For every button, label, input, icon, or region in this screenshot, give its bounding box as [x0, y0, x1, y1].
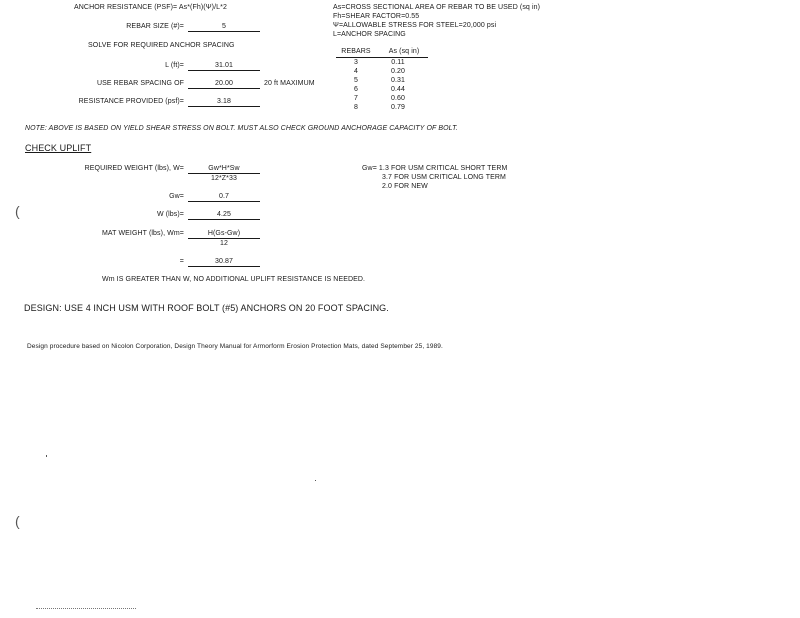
table-row	[336, 94, 428, 103]
l-label: L (ft)=	[165, 62, 184, 69]
gw-option-2: 3.7 FOR USM CRITICAL LONG TERM	[382, 174, 506, 181]
use-spacing-label: USE REBAR SPACING OF	[96, 80, 184, 87]
required-weight-denominator: 12*Z*33	[211, 175, 237, 182]
rebar-area: 0.31	[390, 77, 406, 84]
use-spacing-note: 20 ft MAXIMUM	[264, 80, 315, 87]
legend-l: L=ANCHOR SPACING	[333, 31, 406, 38]
design-reference: Design procedure based on Nicolon Corporation, Design Theory Manual for Armorform Erosion Protection Mats, dated September 25, 1989.	[27, 343, 443, 350]
rebar-col-header: REBARS	[341, 48, 371, 55]
scan-mark-bottom: (	[15, 513, 20, 529]
gw-option-3: 2.0 FOR NEW	[382, 183, 428, 190]
scan-dot	[46, 455, 47, 457]
table-row	[336, 85, 428, 94]
mat-weight-numerator: H(Gs-Gw)	[188, 229, 260, 239]
rebar-table	[336, 47, 428, 112]
legend-psi: Ψ=ALLOWABLE STRESS FOR STEEL=20,000 psi	[333, 22, 497, 29]
legend-fh: Fh=SHEAR FACTOR=0.55	[333, 13, 420, 20]
table-row	[336, 76, 428, 85]
l-value: 31.01	[188, 61, 260, 71]
gw-option-1: Gw= 1.3 FOR USM CRITICAL SHORT TERM	[362, 165, 508, 172]
rebar-area: 0.11	[391, 59, 405, 66]
table-row	[336, 103, 428, 112]
uplift-conclusion: Wm IS GREATER THAN W, NO ADDITIONAL UPLIFT RESISTANCE IS NEEDED.	[102, 276, 366, 283]
table-row	[336, 58, 428, 67]
scan-dot-2	[315, 480, 316, 481]
rebar-number: 6	[354, 86, 358, 93]
legend-as: As=CROSS SECTIONAL AREA OF REBAR TO BE USED (sq in)	[333, 4, 541, 11]
rebar-number: 5	[354, 77, 358, 84]
gw-value: 0.7	[188, 192, 260, 202]
rebar-area: 0.44	[390, 86, 406, 93]
design-statement: DESIGN: USE 4 INCH USM WITH ROOF BOLT (#5) ANCHORS ON 20 FOOT SPACING.	[24, 303, 389, 313]
anchor-resistance-formula: ANCHOR RESISTANCE (PSF)= As*(Fh)(Ψ)/L*2	[74, 4, 227, 11]
rebar-number: 3	[354, 59, 358, 66]
rebar-area: 0.79	[390, 104, 406, 111]
w-value: 4.25	[188, 210, 260, 220]
use-spacing-value: 20.00	[188, 79, 260, 89]
rebar-area: 0.20	[390, 68, 406, 75]
gw-label: Gw=	[169, 193, 184, 200]
mat-weight-denominator: 12	[220, 240, 228, 247]
rebar-number: 8	[354, 104, 358, 111]
rebar-number: 7	[354, 95, 358, 102]
rebar-number: 4	[354, 68, 358, 75]
required-weight-numerator: Gw*H*Sw	[188, 164, 260, 174]
rebar-size-value: 5	[188, 22, 260, 32]
resistance-label: RESISTANCE PROVIDED (psf)=	[78, 98, 184, 105]
wm-value: 30.87	[188, 257, 260, 267]
resistance-value: 3.18	[188, 97, 260, 107]
rebar-table-header	[336, 47, 428, 58]
solve-heading: SOLVE FOR REQUIRED ANCHOR SPACING	[88, 42, 235, 49]
scan-line-bottom	[36, 608, 136, 609]
area-col-header: As (sq in)	[388, 48, 420, 55]
rebar-area: 0.60	[390, 95, 406, 102]
w-label: W (lbs)=	[156, 211, 184, 218]
shear-note: NOTE: ABOVE IS BASED ON YIELD SHEAR STRESS ON BOLT. MUST ALSO CHECK GROUND ANCHORAGE CAPACITY OF BOLT.	[25, 125, 458, 132]
required-weight-label: REQUIRED WEIGHT (lbs), W=	[84, 165, 184, 172]
scan-mark-top: (	[15, 203, 20, 219]
table-row	[336, 67, 428, 76]
rebar-size-label: REBAR SIZE (#)=	[126, 23, 184, 30]
equals-sign: =	[179, 258, 184, 265]
mat-weight-label: MAT WEIGHT (lbs), Wm=	[101, 230, 184, 237]
check-uplift-heading: CHECK UPLIFT	[25, 143, 92, 153]
